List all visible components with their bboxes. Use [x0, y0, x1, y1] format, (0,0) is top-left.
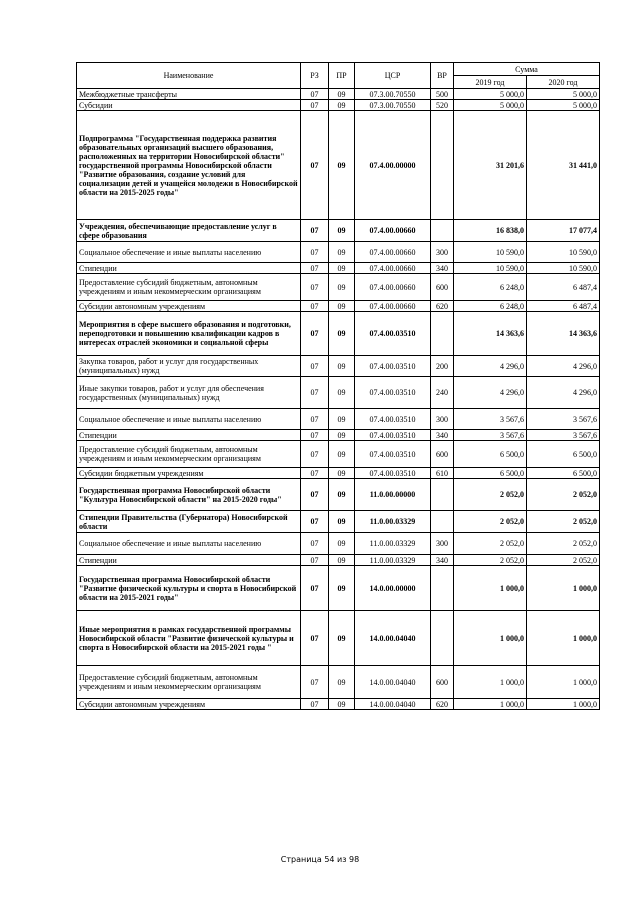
cell-rz: 07 — [301, 699, 329, 710]
cell-vr — [431, 566, 454, 611]
cell-pr: 09 — [329, 611, 355, 666]
cell-name: Предоставление субсидий бюджетным, автономным учреждениям и иным некоммерческим организациям — [77, 666, 301, 699]
cell-vr: 600 — [431, 441, 454, 468]
table-row — [77, 611, 600, 666]
header-sum: Сумма — [454, 63, 600, 76]
cell-rz: 07 — [301, 111, 329, 220]
cell-rz: 07 — [301, 377, 329, 409]
cell-2020: 10 590,0 — [527, 263, 600, 274]
cell-2019: 1 000,0 — [454, 566, 527, 611]
cell-2019: 5 000,0 — [454, 100, 527, 111]
cell-pr: 09 — [329, 312, 355, 356]
page-footer: Страница 54 из 98 — [280, 855, 360, 864]
cell-2019: 5 000,0 — [454, 89, 527, 100]
table-row — [77, 441, 600, 468]
cell-2020: 2 052,0 — [527, 479, 600, 511]
cell-name: Субсидии автономным учреждениям — [77, 699, 301, 710]
cell-vr: 300 — [431, 533, 454, 555]
cell-name: Социальное обеспечение и иные выплаты населению — [77, 242, 301, 263]
cell-name: Предоставление субсидий бюджетным, автономным учреждениям и иным некоммерческим организациям — [77, 441, 301, 468]
cell-pr: 09 — [329, 533, 355, 555]
cell-rz: 07 — [301, 611, 329, 666]
cell-2019: 10 590,0 — [454, 263, 527, 274]
cell-2020: 1 000,0 — [527, 566, 600, 611]
cell-csr: 07.4.00.00000 — [355, 111, 431, 220]
cell-2020: 2 052,0 — [527, 533, 600, 555]
cell-2019: 2 052,0 — [454, 533, 527, 555]
cell-rz: 07 — [301, 441, 329, 468]
cell-rz: 07 — [301, 356, 329, 377]
cell-pr: 09 — [329, 274, 355, 301]
cell-csr: 07.4.00.03510 — [355, 441, 431, 468]
cell-rz: 07 — [301, 566, 329, 611]
header-2019: 2019 год — [454, 76, 527, 89]
cell-csr: 14.0.00.00000 — [355, 566, 431, 611]
cell-csr: 11.0.00.03329 — [355, 555, 431, 566]
table-row — [77, 430, 600, 441]
header-2020: 2020 год — [527, 76, 600, 89]
cell-csr: 07.3.00.70550 — [355, 100, 431, 111]
cell-csr: 07.4.00.03510 — [355, 409, 431, 430]
cell-name: Субсидии — [77, 100, 301, 111]
cell-2019: 4 296,0 — [454, 377, 527, 409]
cell-pr: 09 — [329, 220, 355, 242]
cell-rz: 07 — [301, 479, 329, 511]
cell-rz: 07 — [301, 242, 329, 263]
cell-pr: 09 — [329, 555, 355, 566]
table-row — [77, 468, 600, 479]
cell-vr: 520 — [431, 100, 454, 111]
table-row — [77, 377, 600, 409]
cell-pr: 09 — [329, 377, 355, 409]
cell-2020: 6 500,0 — [527, 468, 600, 479]
cell-name: Стипендии — [77, 263, 301, 274]
cell-csr: 07.4.00.00660 — [355, 301, 431, 312]
cell-2020: 2 052,0 — [527, 511, 600, 533]
cell-2019: 31 201,6 — [454, 111, 527, 220]
cell-name: Государственная программа Новосибирской области "Культура Новосибирской области" на 2015-2020 годы" — [77, 479, 301, 511]
cell-csr: 07.4.00.00660 — [355, 274, 431, 301]
cell-rz: 07 — [301, 100, 329, 111]
header-name: Наименование — [77, 63, 301, 89]
cell-rz: 07 — [301, 220, 329, 242]
cell-vr: 340 — [431, 263, 454, 274]
cell-csr: 11.0.00.03329 — [355, 533, 431, 555]
table-row — [77, 89, 600, 100]
cell-name: Государственная программа Новосибирской области "Развитие физической культуры и спорта в Новосибирской области на 2015-2021 годы" — [77, 566, 301, 611]
cell-vr: 300 — [431, 409, 454, 430]
cell-2020: 14 363,6 — [527, 312, 600, 356]
cell-vr — [431, 111, 454, 220]
cell-name: Субсидии бюджетным учреждениям — [77, 468, 301, 479]
cell-2020: 31 441,0 — [527, 111, 600, 220]
cell-rz: 07 — [301, 555, 329, 566]
cell-rz: 07 — [301, 468, 329, 479]
table-row — [77, 409, 600, 430]
table-row — [77, 274, 600, 301]
table-row — [77, 533, 600, 555]
table-row — [77, 220, 600, 242]
cell-csr: 07.4.00.00660 — [355, 220, 431, 242]
cell-name: Закупка товаров, работ и услуг для государственных (муниципальных) нужд — [77, 356, 301, 377]
cell-name: Предоставление субсидий бюджетным, автономным учреждениям и иным некоммерческим организациям — [77, 274, 301, 301]
cell-name: Подпрограмма "Государственная поддержка развития образовательных организаций высшего образования, расположенных на территории Новосибирской области" государственной программы Новосибирской области "Развитие образования, создание условий для социализации детей и учащейся молодежи в Новосибирской области на 2015-2025 годы" — [77, 111, 301, 220]
cell-pr: 09 — [329, 468, 355, 479]
cell-csr: 11.0.00.00000 — [355, 479, 431, 511]
table-body — [77, 89, 600, 710]
cell-2020: 1 000,0 — [527, 611, 600, 666]
cell-csr: 07.4.00.03510 — [355, 356, 431, 377]
cell-pr: 09 — [329, 356, 355, 377]
cell-2020: 4 296,0 — [527, 356, 600, 377]
cell-pr: 09 — [329, 100, 355, 111]
cell-2019: 2 052,0 — [454, 511, 527, 533]
cell-pr: 09 — [329, 699, 355, 710]
cell-vr: 600 — [431, 274, 454, 301]
cell-2019: 1 000,0 — [454, 666, 527, 699]
cell-vr: 340 — [431, 555, 454, 566]
cell-csr: 07.4.00.00660 — [355, 242, 431, 263]
cell-vr: 240 — [431, 377, 454, 409]
cell-2020: 3 567,6 — [527, 409, 600, 430]
cell-rz: 07 — [301, 89, 329, 100]
cell-rz: 07 — [301, 312, 329, 356]
cell-2020: 10 590,0 — [527, 242, 600, 263]
table-row — [77, 666, 600, 699]
cell-2020: 6 487,4 — [527, 274, 600, 301]
header-pr: ПР — [329, 63, 355, 89]
cell-pr: 09 — [329, 666, 355, 699]
cell-csr: 07.4.00.03510 — [355, 468, 431, 479]
cell-csr: 14.0.00.04040 — [355, 666, 431, 699]
cell-pr: 09 — [329, 263, 355, 274]
cell-2019: 2 052,0 — [454, 555, 527, 566]
cell-vr: 300 — [431, 242, 454, 263]
cell-2019: 3 567,6 — [454, 430, 527, 441]
cell-name: Иные мероприятия в рамках государственной программы Новосибирской области "Развитие физической культуры и спорта в Новосибирской области на 2015-2021 годы " — [77, 611, 301, 666]
cell-vr: 340 — [431, 430, 454, 441]
budget-table — [76, 62, 600, 710]
cell-2019: 6 500,0 — [454, 468, 527, 479]
cell-name: Межбюджетные трансферты — [77, 89, 301, 100]
cell-pr: 09 — [329, 301, 355, 312]
cell-pr: 09 — [329, 479, 355, 511]
cell-2020: 6 500,0 — [527, 441, 600, 468]
cell-2019: 16 838,0 — [454, 220, 527, 242]
cell-2020: 5 000,0 — [527, 100, 600, 111]
cell-csr: 07.3.00.70550 — [355, 89, 431, 100]
header-csr: ЦСР — [355, 63, 431, 89]
cell-2019: 4 296,0 — [454, 356, 527, 377]
cell-vr: 600 — [431, 666, 454, 699]
table-row — [77, 555, 600, 566]
cell-vr: 610 — [431, 468, 454, 479]
cell-rz: 07 — [301, 409, 329, 430]
cell-2019: 14 363,6 — [454, 312, 527, 356]
cell-2020: 4 296,0 — [527, 377, 600, 409]
cell-vr: 620 — [431, 699, 454, 710]
cell-name: Стипендии — [77, 430, 301, 441]
cell-name: Стипендии Правительства (Губернатора) Новосибирской области — [77, 511, 301, 533]
cell-rz: 07 — [301, 430, 329, 441]
cell-vr — [431, 611, 454, 666]
header-vr: ВР — [431, 63, 454, 89]
cell-vr: 200 — [431, 356, 454, 377]
cell-rz: 07 — [301, 533, 329, 555]
table-row — [77, 263, 600, 274]
table-row — [77, 312, 600, 356]
cell-csr: 07.4.00.00660 — [355, 263, 431, 274]
cell-name: Социальное обеспечение и иные выплаты населению — [77, 533, 301, 555]
cell-name: Иные закупки товаров, работ и услуг для обеспечения государственных (муниципальных) нужд — [77, 377, 301, 409]
cell-rz: 07 — [301, 263, 329, 274]
cell-csr: 07.4.00.03510 — [355, 430, 431, 441]
cell-2020: 17 077,4 — [527, 220, 600, 242]
cell-2020: 1 000,0 — [527, 699, 600, 710]
table-row — [77, 511, 600, 533]
cell-2019: 3 567,6 — [454, 409, 527, 430]
cell-pr: 09 — [329, 409, 355, 430]
cell-vr — [431, 312, 454, 356]
cell-pr: 09 — [329, 441, 355, 468]
cell-name: Учреждения, обеспечивающие предоставление услуг в сфере образования — [77, 220, 301, 242]
cell-2019: 2 052,0 — [454, 479, 527, 511]
table-row — [77, 356, 600, 377]
table-row — [77, 242, 600, 263]
cell-pr: 09 — [329, 566, 355, 611]
cell-name: Социальное обеспечение и иные выплаты населению — [77, 409, 301, 430]
cell-2019: 6 248,0 — [454, 301, 527, 312]
cell-2020: 6 487,4 — [527, 301, 600, 312]
cell-csr: 07.4.00.03510 — [355, 377, 431, 409]
table-row — [77, 479, 600, 511]
cell-csr: 14.0.00.04040 — [355, 699, 431, 710]
table-row — [77, 301, 600, 312]
cell-name: Стипендии — [77, 555, 301, 566]
table-row — [77, 566, 600, 611]
cell-2019: 6 248,0 — [454, 274, 527, 301]
cell-pr: 09 — [329, 511, 355, 533]
cell-2019: 1 000,0 — [454, 699, 527, 710]
cell-2020: 3 567,6 — [527, 430, 600, 441]
cell-rz: 07 — [301, 511, 329, 533]
cell-name: Мероприятия в сфере высшего образования и подготовки, переподготовки и повышению квалификации кадров в интересах отраслей экономики и социальной сферы — [77, 312, 301, 356]
header-rz: РЗ — [301, 63, 329, 89]
cell-pr: 09 — [329, 242, 355, 263]
cell-2020: 1 000,0 — [527, 666, 600, 699]
cell-vr: 620 — [431, 301, 454, 312]
cell-csr: 11.0.00.03329 — [355, 511, 431, 533]
cell-2019: 10 590,0 — [454, 242, 527, 263]
cell-2019: 6 500,0 — [454, 441, 527, 468]
table-row — [77, 699, 600, 710]
cell-pr: 09 — [329, 430, 355, 441]
table-row — [77, 111, 600, 220]
cell-vr — [431, 511, 454, 533]
cell-2020: 2 052,0 — [527, 555, 600, 566]
cell-rz: 07 — [301, 274, 329, 301]
cell-csr: 07.4.00.03510 — [355, 312, 431, 356]
cell-2019: 1 000,0 — [454, 611, 527, 666]
cell-rz: 07 — [301, 666, 329, 699]
cell-vr — [431, 220, 454, 242]
cell-csr: 14.0.00.04040 — [355, 611, 431, 666]
cell-name: Субсидии автономным учреждениям — [77, 301, 301, 312]
cell-vr: 500 — [431, 89, 454, 100]
cell-pr: 09 — [329, 89, 355, 100]
cell-rz: 07 — [301, 301, 329, 312]
table-row — [77, 100, 600, 111]
cell-2020: 5 000,0 — [527, 89, 600, 100]
cell-vr — [431, 479, 454, 511]
cell-pr: 09 — [329, 111, 355, 220]
